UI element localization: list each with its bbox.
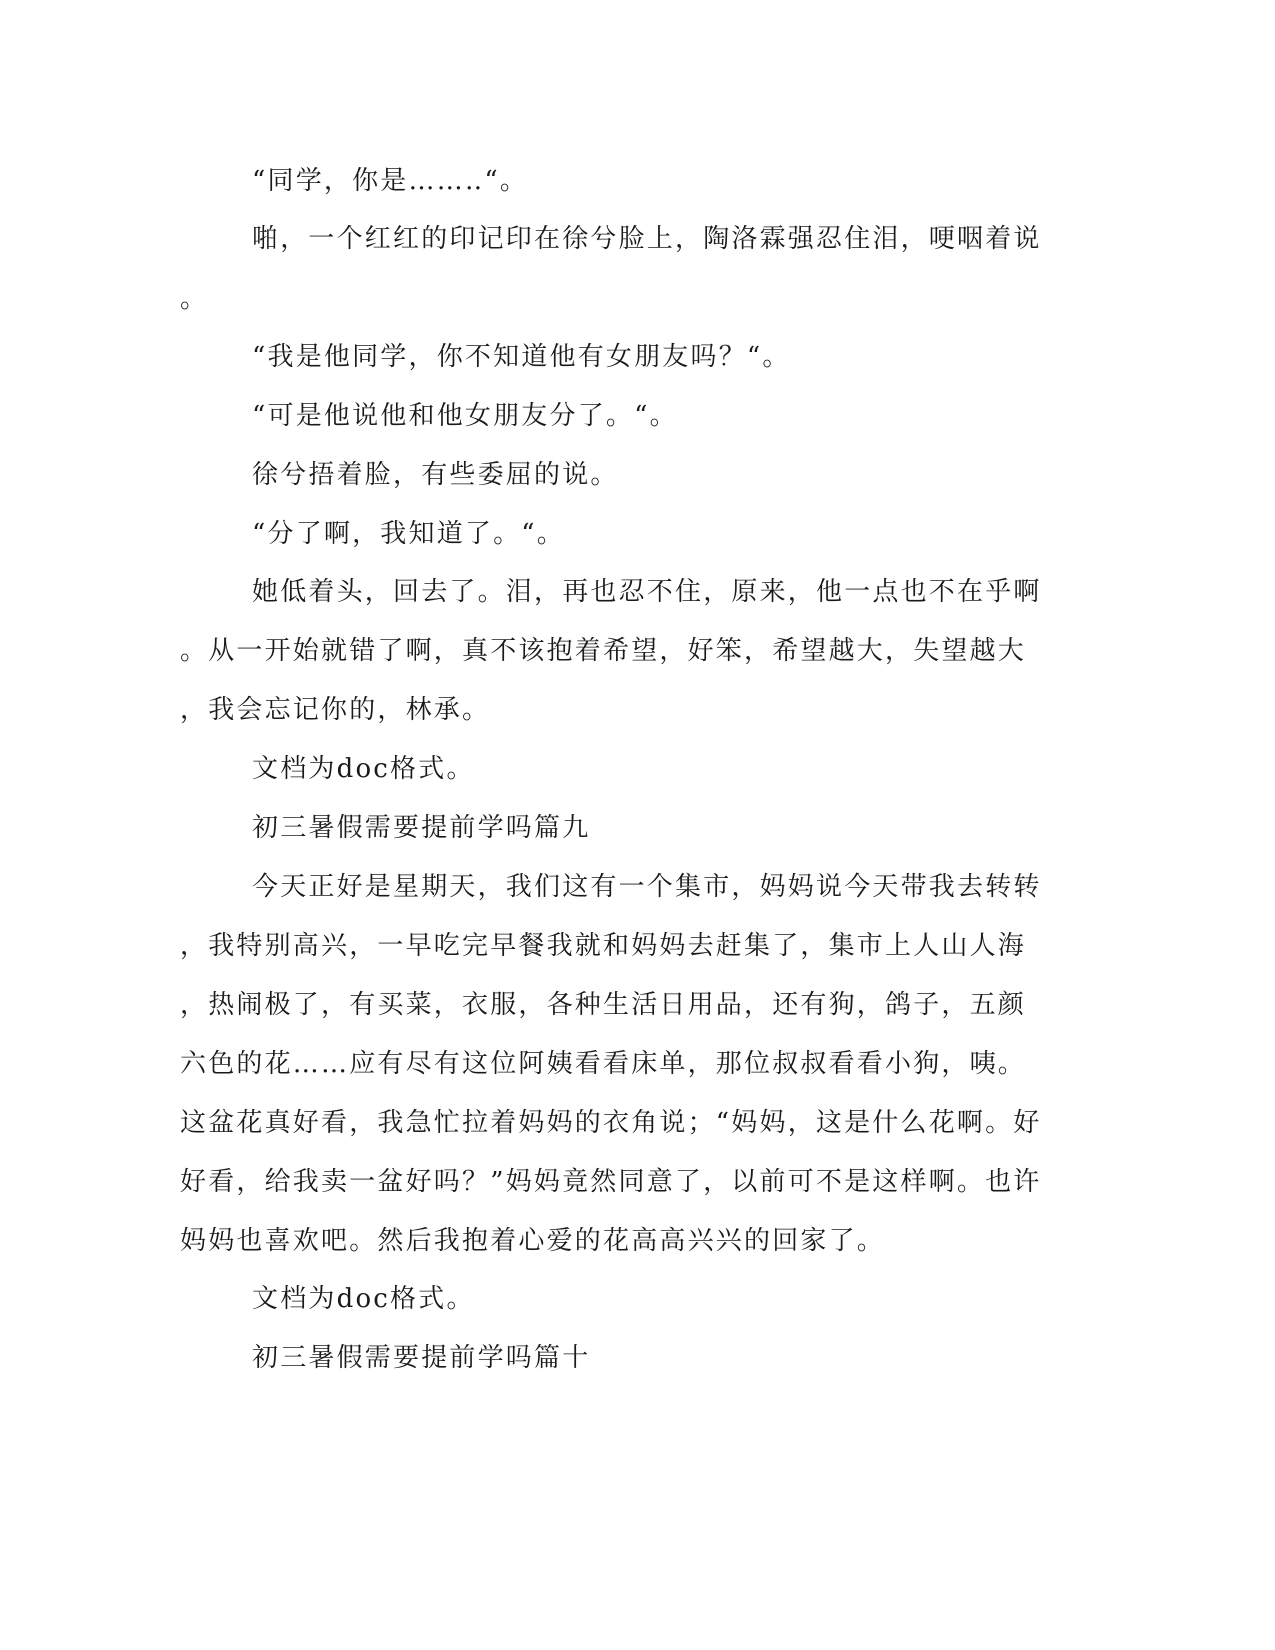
text-line-14: ，我特别高兴，一早吃完早餐我就和妈妈去赶集了，集市上人山人海: [180, 931, 1027, 961]
text-line-13: 今天正好是星期天，我们这有一个集市，妈妈说今天带我去转转: [252, 872, 1042, 902]
text-line-2: 啪，一个红红的印记印在徐兮脸上，陶洛霖强忍住泪，哽咽着说: [252, 224, 1042, 254]
text-line-1: “同学，你是……‥“。: [252, 166, 529, 196]
text-line-9: 。从一开始就错了啊，真不该抱着希望，好笨，希望越大，失望越大: [180, 636, 1027, 666]
text-line-19: 妈妈也喜欢吧。然后我抱着心爱的花高高兴兴的回家了。: [180, 1226, 886, 1256]
text-line-15: ，热闹极了，有买菜，衣服，各种生活日用品，还有狗，鸽子，五颜: [180, 990, 1027, 1020]
text-line-6: 徐兮捂着脸，有些委屈的说。: [252, 460, 619, 490]
text-line-16: 六色的花……应有尽有这位阿姨看看床单，那位叔叔看看小狗，咦。: [180, 1049, 1027, 1079]
text-line-3: 。: [180, 284, 209, 314]
section-heading-9: 初三暑假需要提前学吗篇九: [252, 813, 591, 843]
format-note: 文档为doc格式。: [252, 754, 475, 784]
text-line-8: 她低着头，回去了。泪，再也忍不住，原来，他一点也不在乎啊: [252, 577, 1042, 607]
text-line-4: “我是他同学，你不知道他有女朋友吗？“。: [252, 342, 791, 372]
text-line-18: 好看，给我卖一盆好吗？”妈妈竟然同意了，以前可不是这样啊。也许: [180, 1167, 1042, 1197]
section-heading-10: 初三暑假需要提前学吗篇十: [252, 1343, 591, 1373]
text-line-7: “分了啊，我知道了。“。: [252, 519, 565, 549]
text-line-17: 这盆花真好看，我急忙拉着妈妈的衣角说；“妈妈，这是什么花啊。好: [180, 1108, 1042, 1138]
text-line-5: “可是他说他和他女朋友分了。“。: [252, 401, 678, 431]
text-line-10: ，我会忘记你的，林承。: [180, 695, 491, 725]
format-note: 文档为doc格式。: [252, 1284, 475, 1314]
